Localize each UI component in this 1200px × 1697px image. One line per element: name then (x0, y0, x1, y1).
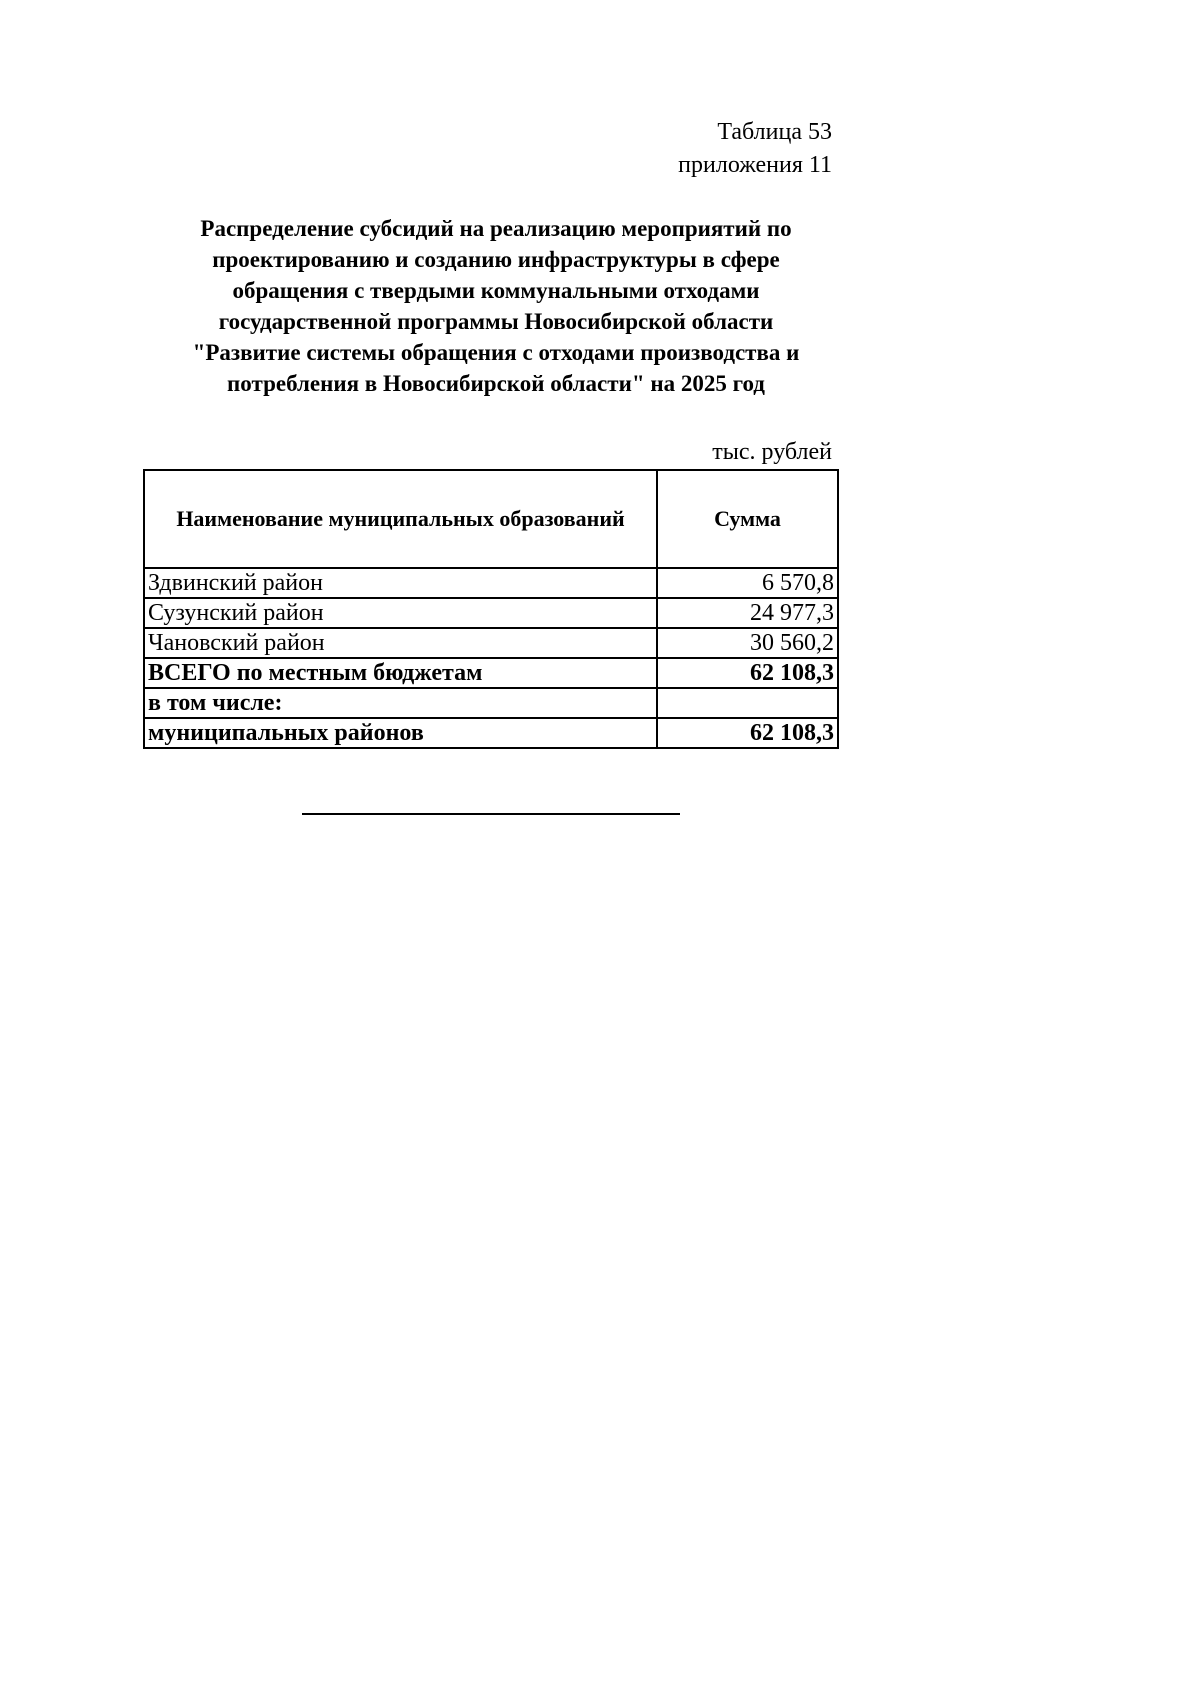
table-number: Таблица 53 (717, 119, 832, 145)
unit-label: тыс. рублей (712, 439, 832, 465)
subsidy-table (143, 469, 839, 749)
column-header-name: Наименование муниципальных образований (144, 470, 657, 568)
title-line: "Развитие системы обращения с отходами производства и (192, 340, 800, 365)
table-header-row (144, 470, 838, 568)
row-name: Здвинский район (144, 568, 657, 598)
row-name: ВСЕГО по местным бюджетам (144, 658, 657, 688)
column-header-sum: Сумма (657, 470, 838, 568)
table-row (144, 598, 838, 628)
row-name: Чановский район (144, 628, 657, 658)
title-line: обращения с твердыми коммунальными отходами (232, 278, 760, 303)
row-sum: 24 977,3 (657, 598, 838, 628)
title-line: проектированию и созданию инфраструктуры в сфере (212, 247, 780, 272)
row-sum: 30 560,2 (657, 628, 838, 658)
table-reference (678, 116, 832, 182)
row-sum (657, 688, 838, 718)
row-name: Сузунский район (144, 598, 657, 628)
row-sum: 62 108,3 (657, 658, 838, 688)
row-name: муниципальных районов (144, 718, 657, 748)
row-name: в том числе: (144, 688, 657, 718)
closing-rule (302, 813, 680, 815)
row-sum: 6 570,8 (657, 568, 838, 598)
total-row (144, 658, 838, 688)
subtotal-label-row (144, 688, 838, 718)
row-sum: 62 108,3 (657, 718, 838, 748)
table-row (144, 568, 838, 598)
title-line: Распределение субсидий на реализацию мероприятий по (200, 216, 792, 241)
subtotal-row (144, 718, 838, 748)
table-row (144, 628, 838, 658)
title-line: государственной программы Новосибирской области (218, 309, 774, 334)
appendix-number: приложения 11 (678, 152, 832, 178)
title-line: потребления в Новосибирской области" на 2025 год (227, 371, 765, 396)
document-title (140, 213, 852, 399)
